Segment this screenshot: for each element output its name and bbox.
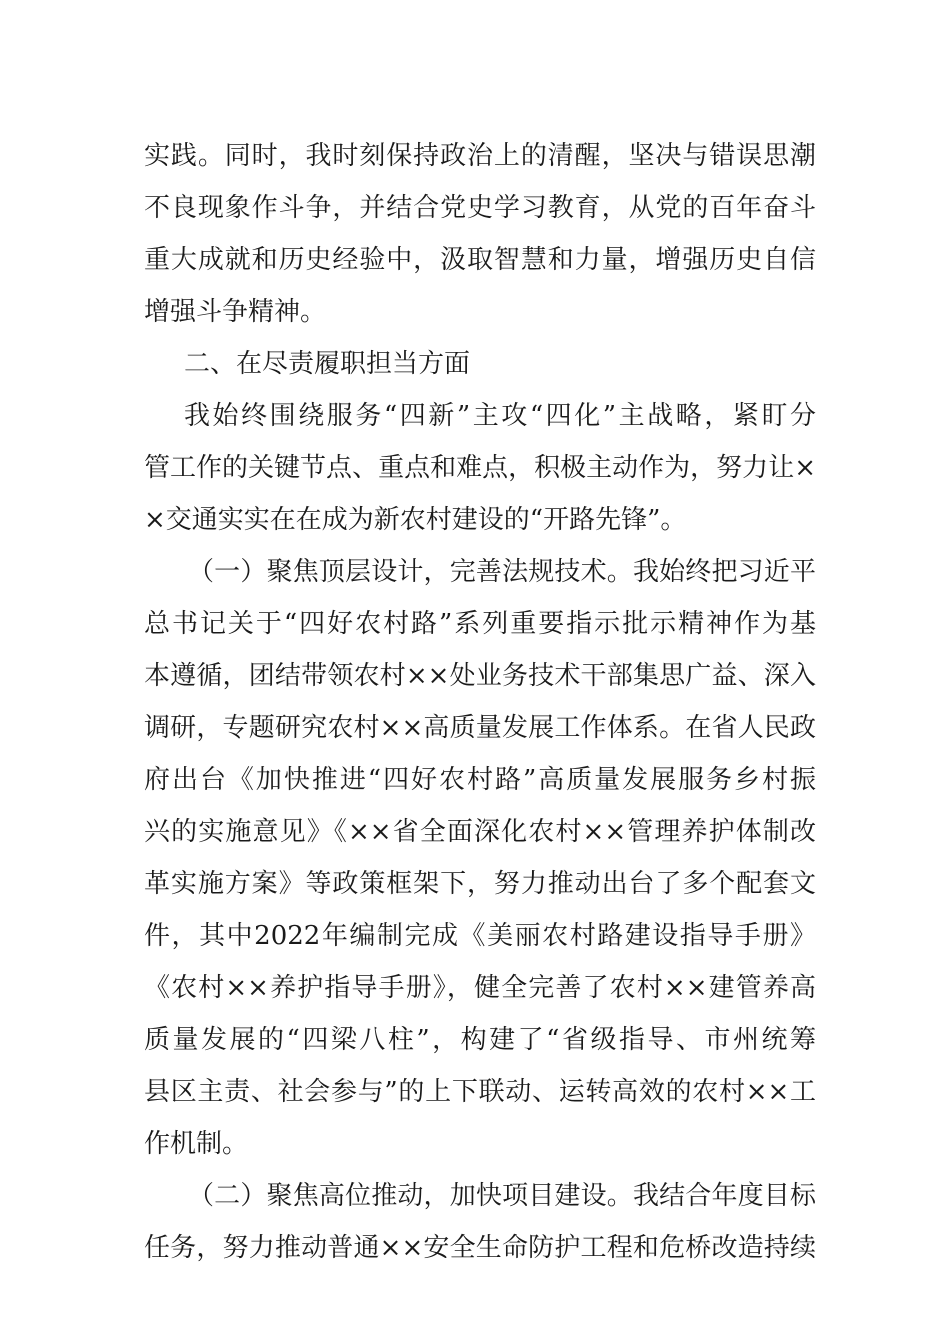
text-line: 《农村××养护指导手册》，健全完善了农村××建管养高 [144,973,816,1003]
text-line: 不良现象作斗争，并结合党史学习教育，从党的百年奋斗 [144,193,816,223]
text-line: 调研，专题研究农村××高质量发展工作体系。在省人民政 [144,713,816,743]
text-line: 件，其中2022年编制完成《美丽农村路建设指导手册》 [144,921,816,951]
text-line: 任务，努力推动普通××安全生命防护工程和危桥改造持续 [144,1233,816,1263]
text-line: 府出台《加快推进“四好农村路”高质量发展服务乡村振 [144,765,816,795]
text-line: 兴的实施意见》《××省全面深化农村××管理养护体制改 [144,817,816,847]
text-line: 总书记关于“四好农村路”系列重要指示批示精神作为基 [144,609,816,639]
text-line: 我始终围绕服务“四新”主攻“四化”主战略，紧盯分 [184,401,816,431]
subsection-heading-line: （二）聚焦高位推动，加快项目建设。我结合年度目标 [188,1181,816,1211]
text-line: 实践。同时，我时刻保持政治上的清醒，坚决与错误思潮 [144,141,816,171]
text-line: 重大成就和历史经验中，汲取智慧和力量，增强历史自信 [144,245,816,275]
text-line: 革实施方案》等政策框架下，努力推动出台了多个配套文 [144,869,816,899]
text-line: 本遵循，团结带领农村××处业务技术干部集思广益、深入 [144,661,816,691]
text-line: 管工作的关键节点、重点和难点，积极主动作为，努力让× [144,453,816,483]
text-line: 作机制。 [144,1129,249,1159]
section-heading: 二、在尽责履职担当方面 [184,349,471,379]
text-line: 质量发展的“四梁八柱”，构建了“省级指导、市州统筹 [144,1025,816,1055]
text-line: ×交通实实在在成为新农村建设的“开路先锋”。 [144,505,687,535]
text-line: 县区主责、社会参与”的上下联动、运转高效的农村××工 [144,1077,816,1107]
subsection-heading-line: （一）聚焦顶层设计，完善法规技术。我始终把习近平 [188,557,816,587]
text-line: 增强斗争精神。 [144,297,327,327]
